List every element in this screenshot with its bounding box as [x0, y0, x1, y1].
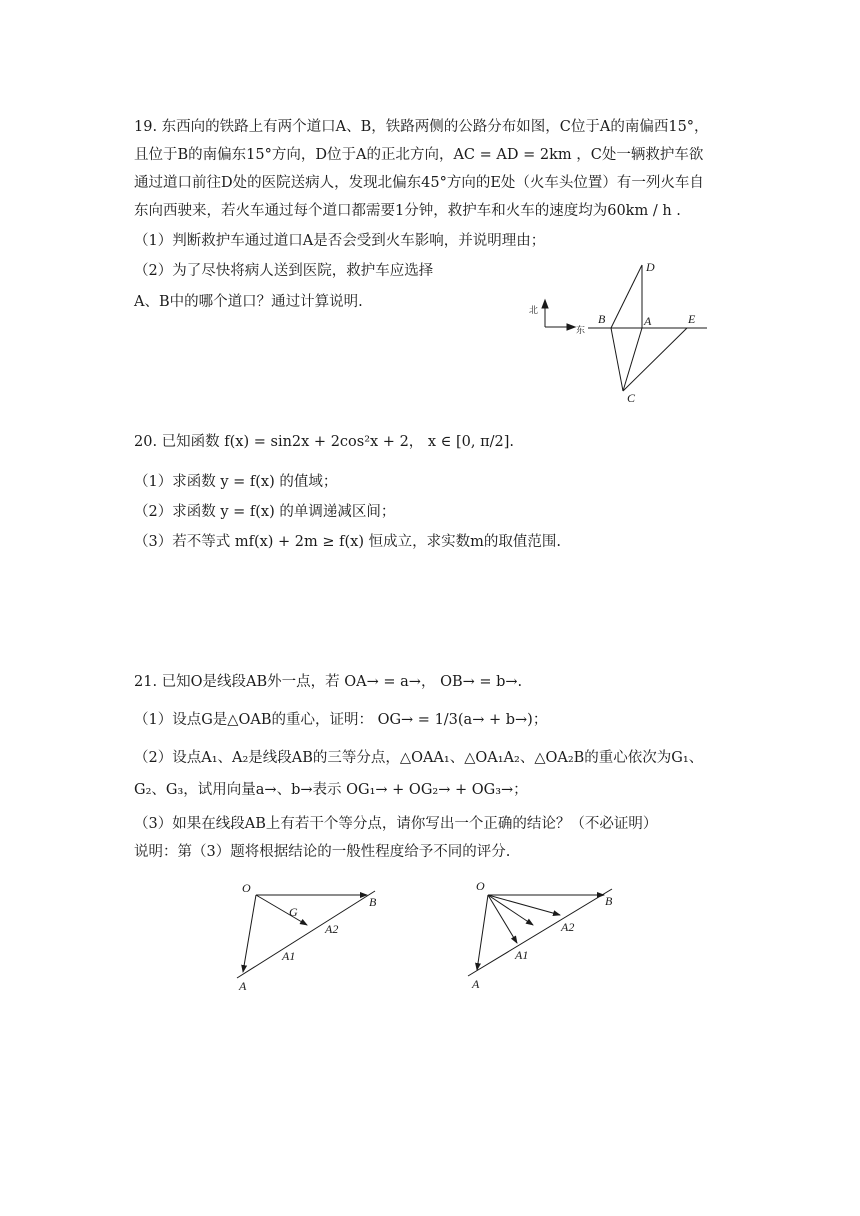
q19-part-2-cont: A、B中的哪个道口？通过计算说明.	[134, 294, 363, 310]
q21-figure-1	[225, 875, 405, 1000]
label-b: B	[605, 894, 613, 908]
q21-line-1: 21. 已知O是线段AB外一点，若 OA→ = a→， OB→ = b→.	[134, 674, 523, 690]
q19-line-1: 19. 东西向的铁路上有两个道口A、B，铁路两侧的公路分布如图，C位于A的南偏西15°，	[134, 119, 709, 135]
label-o: O	[476, 879, 485, 893]
q19-part-2: （2）为了尽快将病人送到医院，救护车应选择	[134, 263, 434, 279]
vector-og	[256, 895, 307, 925]
point-label-b: B	[598, 312, 606, 326]
vector-oa	[243, 895, 256, 972]
q21-part-2: （2）设点A₁、A₂是线段AB的三等分点，△OAA₁、△OA₁A₂、△OA₂B的重心依次为G₁、	[134, 750, 704, 766]
point-label-e: E	[688, 312, 696, 326]
label-g: G	[289, 905, 298, 919]
label-a1: A1	[282, 949, 296, 963]
q20-line-1: 20. 已知函数 f(x) = sin2x + 2cos²x + 2， x ∈ [0, π/2].	[134, 434, 515, 450]
point-label-a: A	[644, 314, 652, 328]
label-a1: A1	[515, 948, 529, 962]
q19-figure	[525, 258, 725, 408]
q19-part-1: （1）判断救护车通过道口A是否会受到火车影响，并说明理由；	[134, 233, 546, 249]
q20-part-2: （2）求函数 y = f(x) 的单调递减区间；	[134, 504, 396, 520]
east-label: 东	[576, 325, 586, 335]
q21-figure-2	[460, 873, 640, 998]
segment-ab	[468, 889, 612, 976]
label-a: A	[472, 977, 480, 991]
point-label-d: D	[646, 260, 655, 274]
compass-icon	[542, 300, 575, 330]
point-label-c: C	[627, 391, 636, 405]
label-a2: A2	[325, 922, 339, 936]
q21-part-2-cont: G₂、G₃，试用向量a→、b→表示 OG₁→ + OG₂→ + OG₃→；	[134, 782, 528, 798]
q21-note: 说明：第（3）题将根据结论的一般性程度给予不同的评分.	[134, 844, 511, 860]
segment-ab	[237, 891, 375, 978]
label-b: B	[369, 895, 377, 909]
label-a: A	[239, 979, 247, 993]
vector-og2	[488, 895, 533, 925]
q20-part-3: （3）若不等式 mf(x) + 2m ≥ f(x) 恒成立，求实数m的取值范围.	[134, 534, 561, 550]
vector-oa	[477, 895, 488, 970]
q19-line-2: 且位于B的南偏东15°方向，D位于A的正北方向，AC = AD = 2km ，C处一辆救护车欲	[134, 147, 704, 163]
label-a2: A2	[561, 920, 575, 934]
q20-part-1: （1）求函数 y = f(x) 的值域；	[134, 474, 338, 490]
q19-line-3: 通过道口前往D处的医院送病人，发现北偏东45°方向的E处（火车头位置）有一列火车自	[134, 175, 704, 191]
q21-part-1: （1）设点G是△OAB的重心，证明： OG→ = 1/3(a→ + b→)；	[134, 712, 548, 728]
label-o: O	[242, 881, 251, 895]
q19-line-4: 东向西驶来，若火车通过每个道口都需要1分钟，救护车和火车的速度均为60km / h .	[134, 203, 681, 219]
q21-part-3: （3）如果在线段AB上有若干个等分点，请你写出一个正确的结论？（不必证明）	[134, 816, 658, 832]
north-label: 北	[529, 305, 539, 315]
